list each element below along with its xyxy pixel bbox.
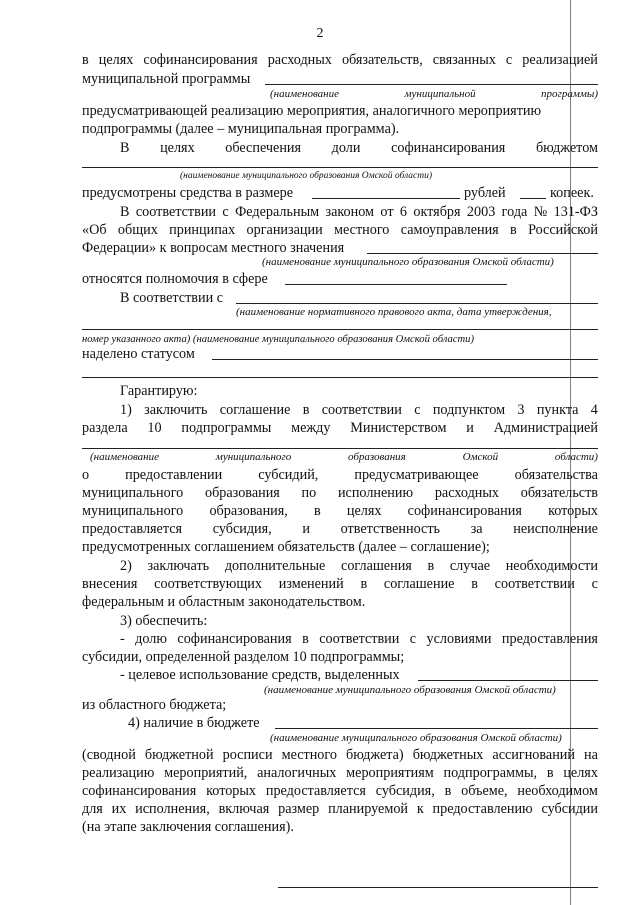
word: от [380,204,394,220]
word: бюджетной [144,747,214,763]
word: В [120,140,130,156]
word: предоставлению [432,801,533,817]
word: № [533,204,548,220]
word: Администрацией [493,420,598,436]
word: в [314,503,321,519]
word: по [301,485,317,501]
text-line: Федерации» к вопросам местного значения [82,240,345,256]
word: соглашение [219,402,291,418]
word: бюджетных [412,747,484,763]
word: которых [548,503,598,519]
word: обязательств [520,485,598,501]
word: софинансирования [407,503,522,519]
word: общих [117,222,158,238]
word: соответствующих [154,576,262,592]
fill-line [82,167,598,168]
fill-line [285,284,507,285]
text-line [82,222,598,239]
word: 131-ФЗ [553,204,598,220]
fill-line [82,448,598,449]
text-line: субсидии, определенной разделом 10 подпрограммы; [82,649,405,665]
text-line [82,420,598,437]
text-line: (на этапе заключения соглашения). [82,819,294,835]
text-line: В соответствии с [120,290,224,306]
word: субсидии [541,801,598,817]
word: целях [563,765,598,781]
word: необходимом [517,783,598,799]
word: с [222,204,229,220]
text-line: - целевое использование средств, выделенных [120,667,400,683]
word: софинансирования [391,140,506,156]
word: расходных [267,52,332,68]
fill-line [236,303,598,304]
text-line [82,783,598,800]
text-line [120,204,598,221]
word: «Об [82,222,107,238]
word: 3 [517,402,525,418]
word: самоуправления [400,222,499,238]
word: включая [218,801,270,817]
caption-word: (наименование [270,88,340,100]
word: софинансирования [177,631,292,647]
word: к [416,801,424,817]
word: внесения [82,576,138,592]
word: в [510,222,517,238]
fill-line [265,84,598,85]
text-rubles: рублей [464,185,506,201]
word: для [82,801,103,817]
word: исполнения, [135,801,210,817]
text-line: из областного бюджета; [82,697,227,713]
caption-program [270,88,598,101]
word: необходимости [505,558,598,574]
word: и [466,420,474,436]
word: подпрограммы [181,420,272,436]
word: 2003 [466,204,496,220]
fill-line [520,198,546,199]
word: законом [325,204,375,220]
text-line: предусмотрены средства в размере [82,185,294,201]
word: в [546,765,554,781]
text-line: Гарантирую: [120,383,198,399]
word: 6 [399,204,407,220]
text-line: федеральным и областным законодательством. [82,594,366,610]
word: Федеральным [235,204,320,220]
word: которых [206,783,257,799]
word: заключать [147,558,210,574]
word: муниципального [82,503,184,519]
text-line: муниципальной программы [82,71,251,87]
fill-line [367,253,598,254]
word: росписи [222,747,273,763]
word: в [360,576,368,592]
word: соглашение [383,576,455,592]
word: муниципального [82,485,184,501]
word: обязательств, [341,52,423,68]
word: в [427,558,435,574]
word: реализацией [522,52,598,68]
caption-word: образования [347,451,406,463]
fill-line [212,359,598,360]
word: ассигнований [492,747,575,763]
word: случае [449,558,491,574]
caption-mo-spread [90,451,598,464]
text-line: 3) обеспечить: [120,613,208,629]
text-line-spread [82,503,598,520]
word: 1) [120,402,132,418]
word: ответственность [340,521,441,537]
word: дополнительные [224,558,326,574]
word: о [82,467,90,483]
word: целях [98,52,134,68]
text-line: 4) наличие в бюджете [128,715,260,731]
word: В [120,204,130,220]
word: реализацию [82,765,155,781]
text-line [82,747,598,764]
text-line: наделено статусом [82,346,195,362]
fill-line [418,680,598,681]
caption-word: программы) [541,88,598,100]
word: принципах [169,222,236,238]
word: обязательства [514,467,598,483]
caption-mo: (наименование муниципального образования Омской области) [262,256,554,268]
word: исполнению [337,485,414,501]
text-line: предусматривающей реализацию мероприятия, аналогичного мероприятию [82,103,542,119]
word: - [120,631,125,647]
word: местного [281,747,337,763]
text-line [120,402,598,419]
caption-word: Омской [462,451,499,463]
word: 2) [120,558,132,574]
word: Российской [528,222,598,238]
text-line [120,631,598,648]
word: с [409,631,417,647]
word: целях [346,503,382,519]
word: 10 [147,420,162,436]
caption-word: (наименование [90,451,160,463]
word: Министерством [350,420,447,436]
word: бюджетом [535,140,598,156]
word: соответствии [494,576,575,592]
text-line: предусмотренных соглашением обязательств (далее – соглашение); [82,539,490,555]
word: расходных [434,485,500,501]
word: бюджета) [346,747,404,763]
text-line: подпрограммы (далее – муниципальная программа). [82,121,400,137]
text-line [82,765,598,782]
text-line-spread [82,467,598,484]
text-line-spread [82,485,598,502]
text-line: относятся полномочия в сфере [82,271,268,287]
caption-mo: (наименование муниципального образования Омской области) [180,171,433,181]
word: целях [160,140,195,156]
word: неисполнение [513,521,598,537]
word: долю [135,631,167,647]
word: за [470,521,483,537]
word: субсидия, [212,521,272,537]
word: софинансирования [143,52,258,68]
word: с [414,402,421,418]
fill-line [82,377,598,378]
word: образования [204,485,280,501]
fill-line [82,329,598,330]
word: субсидия, [375,783,435,799]
word: соответствии [319,631,400,647]
text-line [82,52,598,69]
word: и [302,521,310,537]
word: года [501,204,528,220]
word: софинансирования [82,783,197,799]
word: пункта [536,402,579,418]
word: предоставляется [265,783,366,799]
word: обеспечения [225,140,302,156]
word: в [82,52,89,68]
text-line [82,576,598,593]
word: условиями [426,631,492,647]
word: (сводной [82,747,136,763]
fill-line [275,728,598,729]
text-line [82,801,598,818]
text-line-spread [120,140,598,157]
word: в [302,631,309,647]
text-line [120,558,598,575]
word: аналогичных [257,765,337,781]
word: октября [413,204,461,220]
word: предусматривающее [354,467,479,483]
caption-word: муниципального [215,451,292,463]
caption-word: муниципальной [404,88,476,100]
text-kopeks: копеек. [550,185,594,201]
word: в [302,402,310,418]
word: соответствии [135,204,217,220]
text-line-spread [82,521,598,538]
word: с [505,52,513,68]
word: подпрограммы, [443,765,538,781]
word: связанных [432,52,496,68]
word: мероприятий, [164,765,248,781]
caption-mo: (наименование муниципального образования Омской области) [270,732,562,744]
word: между [291,420,331,436]
word: в [471,576,478,592]
word: размер [278,801,320,817]
caption-mo: (наименование муниципального образования Омской области) [264,684,556,696]
word: предоставляется [82,521,183,537]
page-number: 2 [316,26,324,41]
word: изменений [278,576,344,592]
word: заключить [144,402,208,418]
signature-line [278,887,598,888]
word: на [584,747,598,763]
word: в [444,783,452,799]
word: объеме, [461,783,508,799]
word: их [111,801,127,817]
word: субсидий, [258,467,319,483]
word: 4 [590,402,598,418]
word: соглашения [341,558,412,574]
caption-act: (наименование нормативного правового акта, дата утверждения, [236,306,552,318]
word: с [591,576,598,592]
word: мероприятиям [346,765,434,781]
word: предоставлении [125,467,223,483]
word: планируемой [328,801,409,817]
word: подпунктом [432,402,506,418]
word: организации [246,222,323,238]
word: предоставления [501,631,598,647]
word: образования, [209,503,288,519]
fill-line [312,198,460,199]
word: соответствии [321,402,402,418]
caption-word: области) [554,451,598,463]
word: раздела [82,420,128,436]
word: доли [331,140,361,156]
word: местного [334,222,390,238]
caption-act: номер указанного акта) (наименование муниципального образования Омской области) [82,334,474,345]
